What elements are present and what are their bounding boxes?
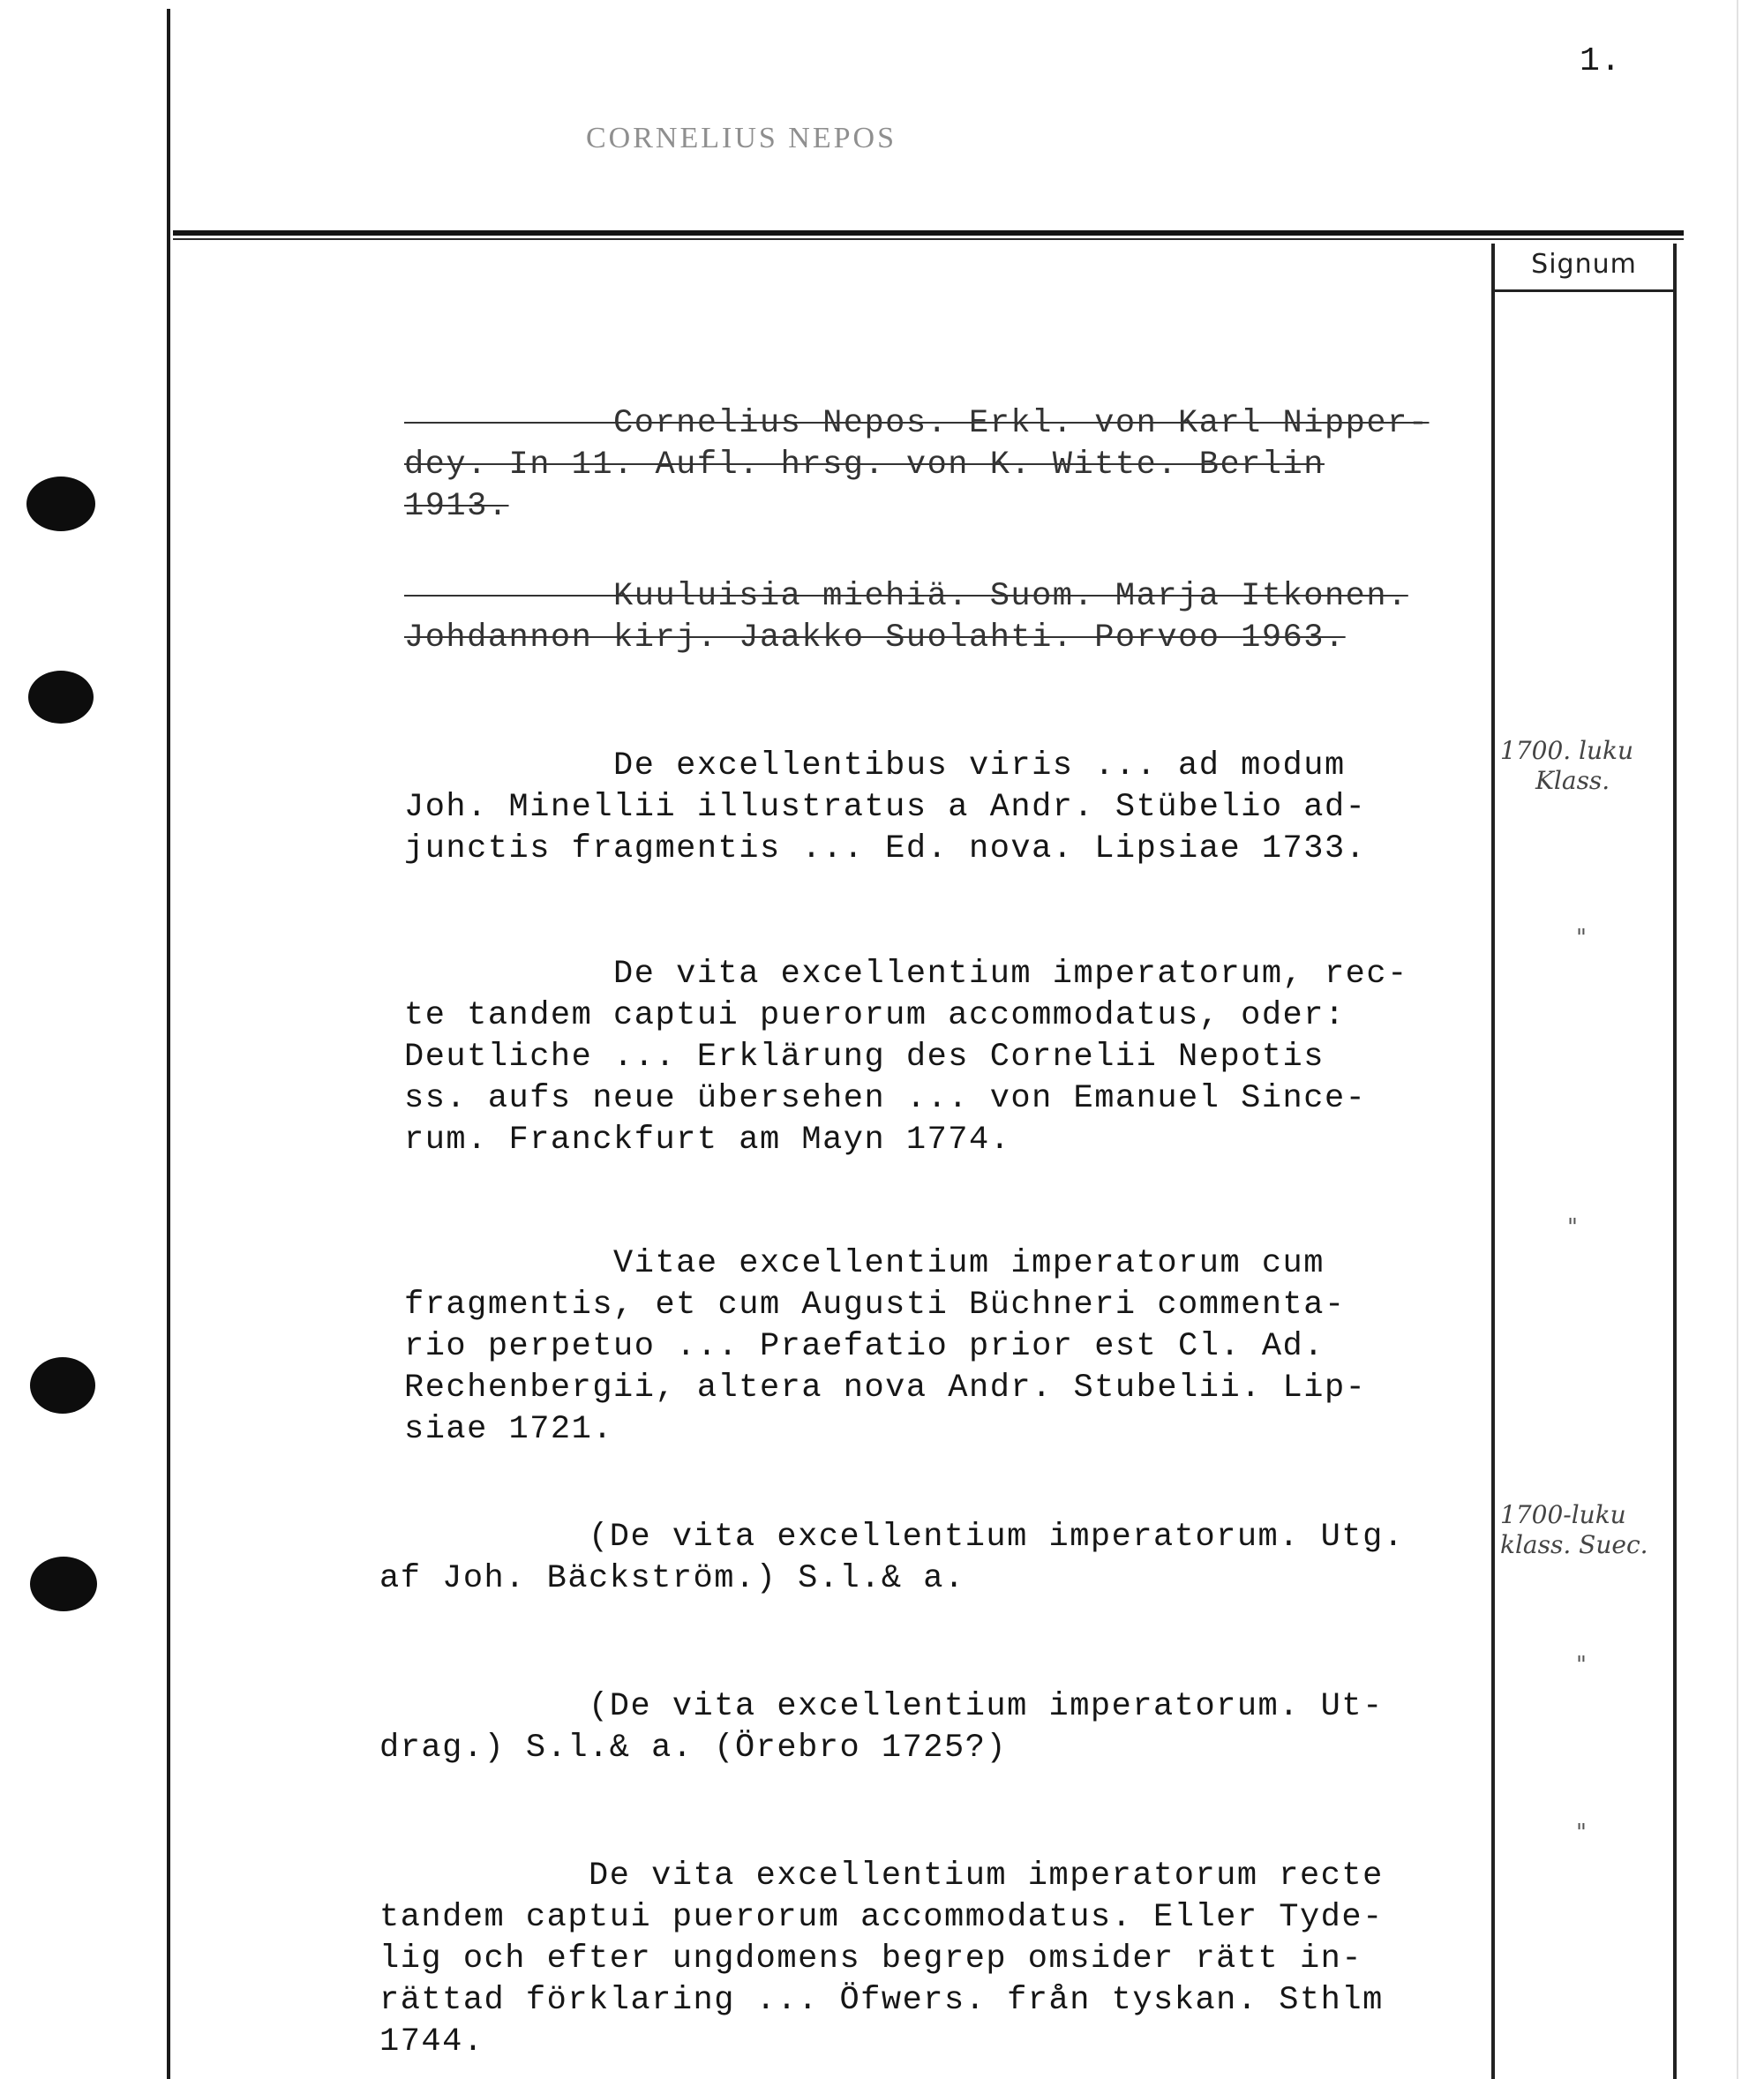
- entry-6-line-2: af Joh. Bäckström.) S.l.& a.: [379, 1560, 965, 1597]
- entry-8-line-4: rättad förklaring ... Öfwers. från tyskan. Sthlm: [379, 1982, 1384, 2019]
- entry-8-line-5: 1744.: [379, 2023, 484, 2060]
- entry-2-line-1: Kuuluisia miehiä. Suom. Marja Itkonen.: [404, 578, 1408, 615]
- entry-1-line-3: 1913.: [404, 488, 509, 525]
- entry-1-line-2: dey. In 11. Aufl. hrsg. von K. Witte. Berlin: [404, 447, 1325, 484]
- signum-note-entry-3: [1500, 706, 1633, 796]
- punch-hole-3: [30, 1357, 95, 1414]
- catalog-entry-2: [404, 535, 1408, 659]
- entry-8-line-2: tandem captui puerorum accommodatus. Eller Tyde-: [379, 1899, 1384, 1936]
- signum-ditto-entry-7: ": [1576, 1652, 1587, 1678]
- entry-5-line-5: siae 1721.: [404, 1411, 614, 1448]
- entry-5-line-2: fragmentis, et cum Augusti Büchneri commenta-: [404, 1287, 1346, 1324]
- entry-7-line-2: drag.) S.l.& a. (Örebro 1725?): [379, 1730, 1008, 1767]
- signum-column-right-border: [1673, 244, 1677, 2079]
- signum-note-1-line-1: 1700. luku: [1500, 736, 1634, 765]
- entry-8-line-1: De vita excellentium imperatorum recte: [379, 1858, 1384, 1895]
- signum-header-rule: [1495, 289, 1673, 292]
- catalog-entry-8: [379, 1814, 1384, 2063]
- entry-5-line-4: Rechenbergii, altera nova Andr. Stubelii. Lip-: [404, 1370, 1367, 1407]
- entry-4-line-1: De vita excellentium imperatorum, rec-: [404, 956, 1408, 993]
- catalog-entry-5: [404, 1202, 1366, 1451]
- catalog-entry-1: [404, 362, 1429, 528]
- page-heading: CORNELIUS NEPOS: [586, 122, 897, 154]
- punch-hole-1: [26, 477, 95, 531]
- entry-3-line-1: De excellentibus viris ... ad modum: [404, 747, 1346, 784]
- signum-column-left-border: [1491, 244, 1495, 2079]
- entry-7-line-1: (De vita excellentium imperatorum. Ut-: [379, 1688, 1384, 1725]
- catalog-entry-6: [379, 1475, 1404, 1600]
- header-divider-thin: [173, 238, 1684, 240]
- entry-6-line-1: (De vita excellentium imperatorum. Utg.: [379, 1519, 1405, 1556]
- signum-note-1-line-2: Klass.: [1535, 766, 1610, 795]
- signum-ditto-entry-4: ": [1576, 925, 1587, 951]
- entry-3-line-3: junctis fragmentis ... Ed. nova. Lipsiae 1733.: [404, 830, 1367, 867]
- entry-4-line-2: te tandem captui puerorum accommodatus, oder:: [404, 997, 1346, 1034]
- signum-ditto-entry-8: ": [1576, 1820, 1587, 1846]
- entry-1-line-1: Cornelius Nepos. Erkl. von Karl Nipper-: [404, 405, 1430, 442]
- entry-8-line-3: lig och efter ungdomens begrep omsider rätt in-: [379, 1940, 1363, 1978]
- entry-5-line-1: Vitae excellentium imperatorum cum: [404, 1245, 1325, 1282]
- signum-note-4-line-2: klass. Suec.: [1500, 1530, 1648, 1559]
- page-number: 1.: [1580, 42, 1622, 80]
- catalog-entry-3: [404, 704, 1366, 870]
- punch-hole-4: [30, 1557, 97, 1611]
- entry-4-line-5: rum. Franckfurt am Mayn 1774.: [404, 1122, 1011, 1159]
- entry-2-line-2: Johdannon kirj. Jaakko Suolahti. Porvoo 1963.: [404, 619, 1346, 657]
- left-margin-rule: [167, 9, 170, 2079]
- catalog-entry-4: [404, 912, 1408, 1161]
- signum-column-header: Signum: [1531, 249, 1637, 280]
- header-divider: [173, 230, 1684, 236]
- signum-note-entry-6: [1500, 1470, 1648, 1560]
- punch-hole-2: [28, 671, 94, 724]
- entry-5-line-3: rio perpetuo ... Praefatio prior est Cl. Ad.: [404, 1328, 1325, 1365]
- entry-3-line-2: Joh. Minellii illustratus a Andr. Stübelio ad-: [404, 789, 1367, 826]
- entry-4-line-3: Deutliche ... Erklärung des Cornelii Nepotis: [404, 1039, 1325, 1076]
- right-page-edge: [1737, 0, 1738, 2079]
- signum-ditto-entry-5: ": [1567, 1214, 1578, 1241]
- catalog-entry-7: [379, 1645, 1384, 1769]
- signum-note-4-line-1: 1700-luku: [1500, 1500, 1626, 1529]
- entry-4-line-4: ss. aufs neue übersehen ... von Emanuel Since-: [404, 1080, 1367, 1117]
